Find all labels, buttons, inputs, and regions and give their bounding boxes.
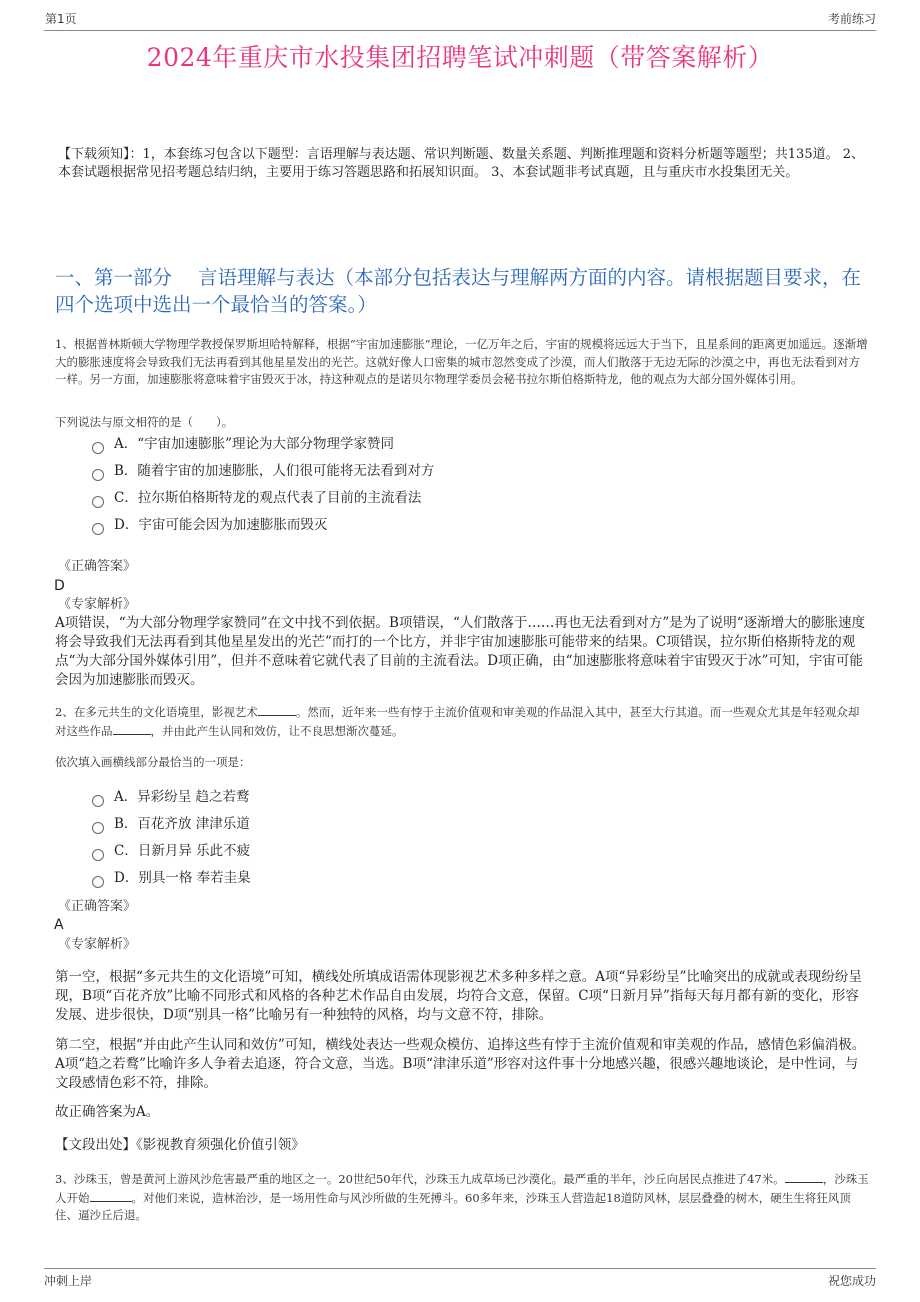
option-letter: B． (114, 816, 138, 832)
stem-text: 2、在多元共生的文化语境里，影视艺术 (55, 705, 258, 719)
radio-icon[interactable] (92, 496, 104, 508)
option-letter: D． (114, 517, 139, 533)
question-2-options (92, 784, 852, 892)
question-1-options (92, 431, 852, 539)
page-number: 第1页 (45, 12, 77, 26)
option-d[interactable] (92, 865, 852, 892)
question-2-source: 【文段出处】《影视教育须强化价值引领》 (55, 1137, 305, 1153)
option-d[interactable] (92, 512, 852, 539)
question-2-prompt: 依次填入画横线部分最恰当的一项是： (55, 755, 251, 769)
option-c[interactable] (92, 485, 852, 512)
radio-icon[interactable] (92, 876, 104, 888)
download-notice: 【下载须知】：1，本套练习包含以下题型：言语理解与表达题、常识判断题、数量关系题、判断推理题和资料分析题等题型；共135道。 2、本套试题根据常见招考题总结归纳，主要用于练习答题思路和拓展知识面。 3、本套试题非考试真题，且与重庆市水投集团无关。 (58, 147, 864, 180)
footer-right-label: 祝您成功 (827, 1274, 876, 1288)
option-text: “宇宙加速膨胀”理论为大部分物理学家赞同 (137, 436, 395, 452)
expert-analysis-label: 《专家解析》 (58, 597, 137, 612)
option-letter: A． (114, 789, 138, 805)
question-1-prompt: 下列说法与原文相符的是（ ）。 (55, 415, 234, 429)
option-text: 百花齐放 津津乐道 (137, 816, 250, 832)
question-2-answer: A (54, 917, 64, 933)
option-text: 宇宙可能会因为加速膨胀而毁灭 (138, 517, 328, 533)
fill-blank (258, 703, 296, 716)
option-a[interactable] (92, 784, 852, 811)
fill-blank (113, 722, 151, 735)
option-text: 日新月异 乐此不疲 (137, 843, 251, 859)
option-c[interactable] (92, 838, 852, 865)
option-b[interactable] (92, 458, 852, 485)
option-text: 别具一格 奉若圭臬 (138, 870, 251, 886)
radio-icon[interactable] (92, 469, 104, 481)
question-2-conclusion: 故正确答案为A。 (55, 1104, 160, 1120)
section-part: 一、第一部分 (55, 266, 173, 289)
header-right-label: 考前练习 (827, 12, 876, 26)
stem-text: 。然而，近年来一些有悖于主流价值观和审美观的作品混入其中，甚至大行其道。而一些观众尤其是年轻观众却对这些作品 (55, 705, 860, 738)
option-letter: A． (114, 436, 138, 452)
radio-icon[interactable] (92, 849, 104, 861)
footer-divider (44, 1268, 876, 1269)
radio-icon[interactable] (92, 523, 104, 535)
option-letter: B． (114, 463, 138, 479)
section-description: 言语理解与表达（本部分包括表达与理解两方面的内容。请根据题目要求，在四个选项中选出一个最恰当的答案。） (55, 266, 862, 316)
fill-blank (90, 1189, 132, 1202)
option-letter: D． (114, 870, 139, 886)
footer-left-label: 冲刺上岸 (44, 1274, 93, 1288)
stem-text: ，并由此产生认同和效仿，让不良思想渐次蔓延。 (150, 723, 404, 738)
page-title: 2024年重庆市水投集团招聘笔试冲刺题（带答案解析） (146, 43, 774, 72)
option-letter: C． (114, 490, 138, 506)
question-2-analysis-1: 第一空，根据“多元共生的文化语境”可知，横线处所填成语需体现影视艺术多种多样之意。A项“异彩纷呈”比喻突出的成就或表现纷纷呈现，B项“百花齐放”比喻不同形式和风格的各种艺术作品自由发展，均符合文意，保留。C项“日新月异”指每天每月都有新的变化，形容发展、进步很快，D项“别具一格”比喻另有一种独特的风格，均与文意不符，排除。 (55, 969, 862, 1023)
question-3-stem (55, 1170, 870, 1225)
radio-icon[interactable] (92, 822, 104, 834)
stem-text: 3、沙珠玉，曾是黄河上游风沙危害最严重的地区之一。20世纪50年代，沙珠玉九成草场已沙漠化。最严重的半年，沙丘向居民点推进了47米。 (55, 1172, 785, 1186)
fill-blank (785, 1170, 823, 1183)
option-b[interactable] (92, 811, 852, 838)
option-text: 拉尔斯伯格斯特龙的观点代表了目前的主流看法 (137, 490, 422, 506)
correct-answer-label: 《正确答案》 (58, 899, 137, 914)
question-1-stem: 1、根据普林斯顿大学物理学教授保罗斯坦哈特解释，根据“宇宙加速膨胀”理论，一亿万年之后，宇宙的规模将远远大于当下，且星系间的距离更加遥远。逐渐增大的膨胀速度将会导致我们无法再看到其他星星发出的光芒。这就好像人口密集的城市忽然变成了沙漠，而人们散落于无边无际的沙漠之中，再也无法看到对方一样。另一方面，加速膨胀将意味着宇宙毁灭于冰，持这种观点的是诺贝尔物理学委员会秘书拉尔斯伯格斯特龙，他的观点为大部分国外媒体引用。 (55, 337, 868, 386)
question-1-answer: D (54, 578, 65, 594)
expert-analysis-label: 《专家解析》 (58, 937, 137, 952)
question-2-analysis-2: 第二空，根据“并由此产生认同和效仿”可知，横线处表达一些观众模仿、追捧这些有悖于主流价值观和审美观的作品，感情色彩偏消极。A项“趋之若鹜”比喻许多人争着去追逐，符合文意，当选。B项“津津乐道”形容对这件事十分地感兴趣，很感兴趣地谈论，是中性词，与文段感情色彩不符，排除。 (55, 1037, 866, 1091)
radio-icon[interactable] (92, 442, 104, 454)
section-heading (55, 264, 867, 318)
header-divider (44, 30, 876, 31)
option-letter: C． (114, 843, 138, 859)
stem-text: ，沙珠玉人开始 (55, 1172, 869, 1205)
correct-answer-label: 《正确答案》 (58, 559, 137, 574)
stem-text: 。对他们来说，造林治沙，是一场用性命与风沙所做的生死搏斗。60多年来，沙珠玉人营造起18道防风林，层层叠叠的树木，硬生生将狂风顶住、逼沙丘后退。 (55, 1190, 851, 1222)
question-1-analysis: A项错误，“为大部分物理学家赞同”在文中找不到依据。B项错误，“人们散落于……再也无法看到对方”是为了说明“逐渐增大的膨胀速度将会导致我们无法再看到其他星星发出的光芒”而打的一个比方，并非宇宙加速膨胀可能带来的结果。C项错误，拉尔斯伯格斯特龙的观点“为大部分国外媒体引用”，但并不意味着它就代表了目前的主流看法。D项正确，由“加速膨胀将意味着宇宙毁灭于冰”可知，宇宙可能会因为加速膨胀而毁灭。 (55, 615, 866, 688)
radio-icon[interactable] (92, 795, 104, 807)
question-2-stem (55, 703, 870, 740)
option-a[interactable] (92, 431, 852, 458)
option-text: 异彩纷呈 趋之若鹜 (137, 789, 250, 805)
option-text: 随着宇宙的加速膨胀，人们很可能将无法看到对方 (137, 463, 435, 479)
